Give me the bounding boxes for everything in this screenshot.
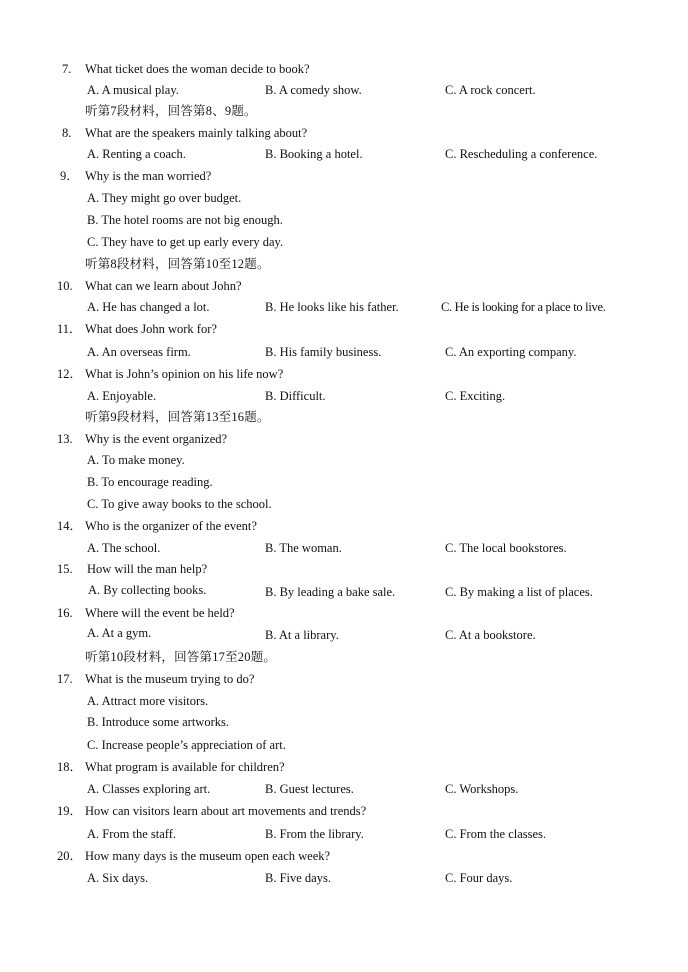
option-a: A. By collecting books. [88, 583, 207, 597]
question-number: 11． [57, 322, 82, 336]
option-a: A. The school. [87, 541, 161, 555]
question-text: Why is the event organized? [85, 432, 228, 446]
question-text: What program is available for children? [85, 760, 285, 774]
option-a: A. Attract more visitors. [87, 694, 209, 708]
question-text: What is John’s opinion on his life now? [85, 367, 284, 381]
question-text: What ticket does the woman decide to book? [85, 62, 310, 76]
question-text: Why is the man worried? [85, 169, 212, 183]
option-a: A. An overseas firm. [87, 345, 191, 359]
option-a: A. They might go over budget. [87, 191, 242, 205]
option-b: B. Booking a hotel. [265, 147, 363, 161]
option-c: C. Workshops. [445, 782, 519, 796]
question-number: 19． [57, 804, 83, 818]
question-number: 16. [57, 606, 73, 620]
question-number: 7. [62, 62, 72, 76]
question-text: How many days is the museum open each week? [85, 849, 331, 863]
question-number: 17. [57, 672, 73, 686]
option-b: B. Introduce some artworks. [87, 715, 229, 729]
option-b: B. To encourage reading. [87, 475, 213, 489]
option-c: C. An exporting company. [445, 345, 577, 359]
option-a: A. At a gym. [87, 626, 152, 640]
question-number: 8. [62, 126, 72, 140]
question-number: 20． [57, 849, 83, 863]
option-c: C. From the classes. [445, 827, 547, 841]
option-a: A. To make money. [87, 453, 185, 467]
option-b: B. Five days. [265, 871, 331, 885]
question-number: 10. [57, 279, 73, 293]
option-c: C. The local bookstores. [445, 541, 567, 555]
section-instruction: 听第7段材料，回答第8、9题。 [85, 104, 257, 118]
question-number: 13. [57, 432, 73, 446]
question-text: Where will the event be held? [85, 606, 235, 620]
option-c: C. He is looking for a place to live. [441, 300, 606, 314]
question-text: What can we learn about John? [85, 279, 242, 293]
option-c: C. Increase people’s appreciation of art. [87, 738, 286, 752]
option-c: C. They have to get up early every day. [87, 235, 284, 249]
question-text: How can visitors learn about art movements and trends? [85, 804, 367, 818]
option-b: B. At a library. [265, 628, 339, 642]
section-instruction: 听第9段材料，回答第13至16题。 [85, 410, 270, 424]
option-c: C. Four days. [445, 871, 513, 885]
question-text: What is the museum trying to do? [85, 672, 255, 686]
option-b: B. Difficult. [265, 389, 326, 403]
question-number: 9． [60, 169, 79, 183]
question-text: What are the speakers mainly talking about? [85, 126, 308, 140]
option-c: C. A rock concert. [445, 83, 536, 97]
option-a: A. From the staff. [87, 827, 176, 841]
option-c: C. Rescheduling a conference. [445, 147, 598, 161]
section-instruction: 听第8段材料，回答第10至12题。 [85, 257, 270, 271]
question-number: 18． [57, 760, 83, 774]
question-text: What does John work for? [85, 322, 217, 336]
question-text: How will the man help? [87, 562, 208, 576]
option-c: C. At a bookstore. [445, 628, 536, 642]
option-a: A. Enjoyable. [87, 389, 157, 403]
option-a: A. A musical play. [87, 83, 179, 97]
option-b: B. The hotel rooms are not big enough. [87, 213, 283, 227]
question-number: 15. [57, 562, 73, 576]
option-b: B. By leading a bake sale. [265, 585, 396, 599]
option-a: A. Classes exploring art. [87, 782, 211, 796]
question-number: 12． [57, 367, 83, 381]
option-a: A. Six days. [87, 871, 149, 885]
option-c: C. To give away books to the school. [87, 497, 272, 511]
option-b: B. Guest lectures. [265, 782, 354, 796]
question-text: Who is the organizer of the event? [85, 519, 257, 533]
option-c: C. Exciting. [445, 389, 506, 403]
option-b: B. He looks like his father. [265, 300, 399, 314]
option-b: B. His family business. [265, 345, 382, 359]
option-b: B. From the library. [265, 827, 364, 841]
option-a: A. He has changed a lot. [87, 300, 210, 314]
option-b: B. The woman. [265, 541, 342, 555]
option-b: B. A comedy show. [265, 83, 362, 97]
option-a: A. Renting a coach. [87, 147, 186, 161]
section-instruction: 听第10段材料，回答第17至20题。 [85, 650, 277, 664]
question-number: 14． [57, 519, 83, 533]
option-c: C. By making a list of places. [445, 585, 593, 599]
